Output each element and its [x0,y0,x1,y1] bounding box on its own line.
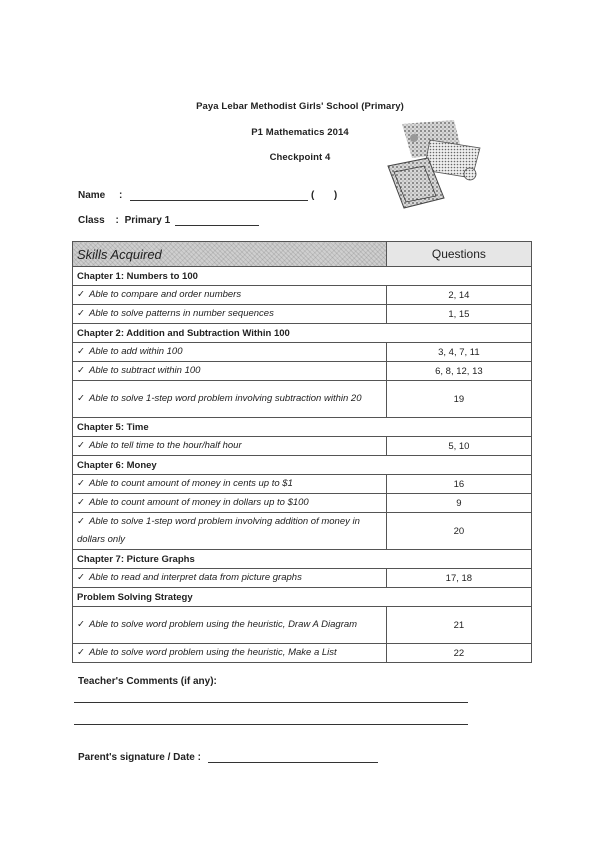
skill-row [73,381,532,418]
name-label: Name [78,190,106,201]
skill-description: Able to read and interpret data from picture graphs [89,572,302,583]
question-numbers: 20 [386,513,531,550]
skill-row [73,607,532,644]
question-numbers: 2, 14 [386,286,531,305]
check-mark-icon: ✓ [77,393,85,404]
skill-cell [73,494,387,513]
question-numbers: 16 [386,475,531,494]
skill-row [73,437,532,456]
check-mark-icon: ✓ [77,647,85,658]
skill-description: Able to tell time to the hour/half hour [89,440,242,451]
skill-cell [73,343,387,362]
class-field[interactable] [175,215,259,226]
class-label: Class [78,215,105,226]
question-numbers: 5, 10 [386,437,531,456]
name-colon: : [119,190,123,201]
skill-description: Able to solve patterns in number sequences [89,308,274,319]
question-numbers: 17, 18 [386,569,531,588]
class-value: Primary 1 [124,215,171,226]
school-name: Paya Lebar Methodist Girls' School (Primary) [196,101,404,112]
scan-artifact-marks [460,30,575,36]
chapter-title: Chapter 2: Addition and Subtraction Within 100 [73,324,532,343]
skill-description: Able to solve 1-step word problem involving subtraction within 20 [89,393,362,404]
checkpoint-title: Checkpoint 4 [269,152,331,163]
skill-cell [73,475,387,494]
skill-row [73,494,532,513]
chapter-title: Problem Solving Strategy [73,588,532,607]
check-mark-icon: ✓ [77,308,85,319]
skill-cell [73,305,387,324]
skill-description: Able to compare and order numbers [89,289,242,300]
skill-description: Able to count amount of money in cents up to $1 [89,478,293,489]
parent-signature-field[interactable] [208,752,378,763]
chapter-row [73,324,532,343]
chapter-title: Chapter 7: Picture Graphs [73,550,532,569]
question-numbers: 1, 15 [386,305,531,324]
comment-line-1[interactable] [74,702,468,703]
subject-title: P1 Mathematics 2014 [251,127,349,138]
chapter-title: Chapter 6: Money [73,456,532,475]
skill-row [73,305,532,324]
chapter-row [73,267,532,286]
skill-cell [73,569,387,588]
skill-cell [73,362,387,381]
table-header-row [73,242,532,267]
parent-signature-row [78,752,378,763]
check-mark-icon: ✓ [77,478,85,489]
skill-row [73,475,532,494]
chapter-row [73,588,532,607]
skills-table [72,241,532,663]
question-numbers: 3, 4, 7, 11 [386,343,531,362]
skill-description: Able to solve 1-step word problem involving addition of money in dollars only [77,516,360,545]
skill-cell [73,381,387,418]
check-mark-icon: ✓ [77,440,85,451]
class-colon: : [115,215,119,226]
skill-cell [73,286,387,305]
skill-row [73,343,532,362]
name-close-paren: ) [333,190,338,201]
question-numbers: 19 [386,381,531,418]
check-mark-icon: ✓ [77,619,85,630]
check-mark-icon: ✓ [77,346,85,357]
skill-row [73,286,532,305]
skill-description: Able to solve word problem using the heuristic, Draw A Diagram [89,619,358,630]
question-numbers: 21 [386,607,531,644]
class-row [78,215,259,226]
name-open-paren: ( [310,190,315,201]
skill-row [73,362,532,381]
comment-line-2[interactable] [74,724,468,725]
decorative-illustration [384,118,484,210]
chapter-row [73,418,532,437]
skill-cell [73,513,387,550]
skills-acquired-header: Skills Acquired [73,242,387,267]
question-numbers: 6, 8, 12, 13 [386,362,531,381]
skill-row [73,513,532,550]
check-mark-icon: ✓ [77,365,85,376]
skill-cell [73,437,387,456]
check-mark-icon: ✓ [77,497,85,508]
skill-row [73,569,532,588]
name-field[interactable] [130,190,308,201]
teacher-comments-label: Teacher's Comments (if any): [78,676,217,687]
chapter-title: Chapter 1: Numbers to 100 [73,267,532,286]
skill-row [73,644,532,663]
name-row [78,190,337,201]
parent-signature-label: Parent's signature / Date : [78,752,201,763]
question-numbers: 9 [386,494,531,513]
skill-description: Able to solve word problem using the heuristic, Make a List [89,647,337,658]
questions-header: Questions [386,242,531,267]
skill-description: Able to count amount of money in dollars up to $100 [89,497,309,508]
chapter-row [73,456,532,475]
check-mark-icon: ✓ [77,516,85,527]
chapter-row [73,550,532,569]
skill-cell [73,644,387,663]
check-mark-icon: ✓ [77,572,85,583]
skill-cell [73,607,387,644]
question-numbers: 22 [386,644,531,663]
check-mark-icon: ✓ [77,289,85,300]
chapter-title: Chapter 5: Time [73,418,532,437]
skill-description: Able to subtract within 100 [89,365,201,376]
skill-description: Able to add within 100 [89,346,183,357]
